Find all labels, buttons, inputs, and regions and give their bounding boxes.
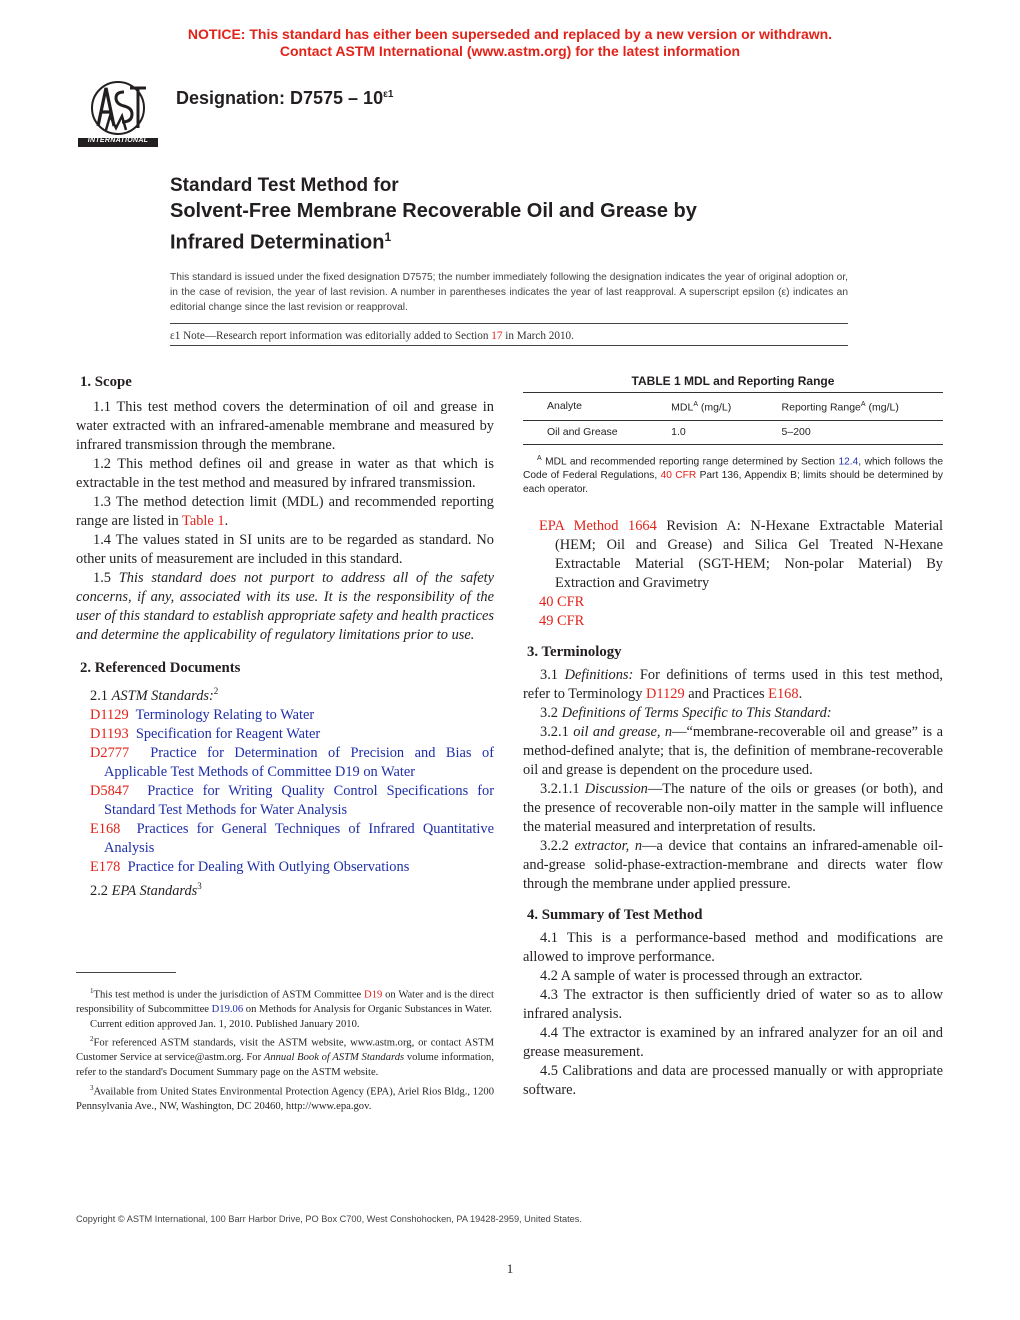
right-column <box>523 373 943 1100</box>
left-column <box>76 373 494 901</box>
title-line-1: Standard Test Method for <box>170 175 399 196</box>
scope-1-2: 1.2 This method defines oil and grease in water as that which is extractable in the test method and measured by infrared transmission. <box>76 456 494 491</box>
ref-d5847[interactable]: D5847 Practice for Writing Quality Control Specifications for Standard Test Methods for Water Analysis <box>90 782 494 818</box>
summary-heading: 4. Summary of Test Method <box>527 906 703 923</box>
terminology-3-2-1: 3.2.1 oil and grease, n—“membrane-recoverable oil and grease” is a method-defined analyte; that is, the definition of membrane-recoverable oil and grease is dependent on the procedure used. <box>523 723 943 778</box>
astm-logo <box>76 78 160 150</box>
summary-4-2: 4.2 A sample of water is processed through an extractor. <box>540 967 863 984</box>
d19-06-link[interactable]: D19.06 <box>211 1004 244 1016</box>
terminology-3-2: 3.2 Definitions of Terms Specific to This Standard: <box>540 704 832 721</box>
footnotes <box>76 984 494 1114</box>
ref-40-cfr[interactable]: 40 CFR <box>539 593 585 610</box>
summary-4-5: 4.5 Calibrations and data are processed manually or with appropriate software. <box>523 1062 943 1098</box>
d1129-link[interactable]: D1129 <box>646 685 685 702</box>
issuance-statement: This standard is issued under the fixed designation D7575; the number immediately following the designation indicates the year of original adoption or, in the case of revision, the year of last revision. A number in parentheses indicates the year of last reapproval. A superscript epsilon (ε) indicates an editorial change since the last revision or reapproval. <box>170 272 848 313</box>
terminology-3-1: 3.1 Definitions: For definitions of terms used in this test method, refer to Terminology D1129 and Practices E168. <box>523 666 943 702</box>
header-reporting-range: Reporting Range$^A$ (mg/L) <box>781 401 899 414</box>
ref-d1193[interactable]: D1193 Specification for Reagent Water <box>90 725 321 742</box>
logo-international-text: INTERNATIONAL <box>87 137 149 144</box>
divider <box>170 323 848 324</box>
document-title <box>170 174 870 256</box>
ref-e168[interactable]: E168 Practices for General Techniques of Infrared Quantitative Analysis <box>90 820 494 856</box>
summary-4-4: 4.4 The extractor is examined by an infrared analyzer for an oil and grease measurement. <box>523 1024 943 1060</box>
table-1-link[interactable]: Table 1 <box>182 513 225 529</box>
cell-mdl: 1.0 <box>671 425 686 438</box>
designation-epsilon: ε1 <box>383 89 394 100</box>
40-cfr-link-note[interactable]: 40 CFR <box>660 469 697 481</box>
table-1-note: $^A$ MDL and recommended reporting range determined by Section 12.4, which follows the Code of Federal Regulations, 40 CFR Part 136, Appendix B; limits should be determined by each operator. <box>523 454 943 495</box>
footnote-1-edition: Current edition approved Jan. 1, 2010. Published January 2010. <box>90 1018 360 1030</box>
mdl-table <box>523 392 943 445</box>
e168-link[interactable]: E168 <box>768 685 799 702</box>
title-line-3: Infrared Determination$^1$ <box>170 230 392 254</box>
terminology-3-2-2: 3.2.2 extractor, n—a device that contains an infrared-amenable oil-and-grease solid-phase-extraction-membrane and directs water flow through the membrane under applied pressure. <box>523 837 943 892</box>
ref-epa-1664[interactable]: EPA Method 1664 Revision A: N-Hexane Extractable Material (HEM; Oil and Grease) and Silica Gel Treated N-Hexane Extractable Material (SGT-HEM; Non-polar Material) By Extraction and Gravimetry <box>539 517 943 591</box>
footnote-1: $^1$This test method is under the jurisdiction of ASTM Committee D19 on Water and is the direct responsibility of Subcommittee D19.06 on Methods for Analysis for Organic Substances in Water. <box>76 987 494 1016</box>
cell-analyte: Oil and Grease <box>547 425 618 438</box>
section-12-4-link[interactable]: 12.4 <box>838 455 859 467</box>
ref-e178[interactable]: E178 Practice for Dealing With Outlying Observations <box>90 858 410 875</box>
title-line-2: Solvent-Free Membrane Recoverable Oil and Grease by <box>170 200 697 222</box>
scope-1-1: 1.1 This test method covers the determination of oil and grease in water extracted with an infrared-amenable membrane and measured by infrared transmission through the membrane. <box>76 399 494 453</box>
withdrawal-notice <box>0 26 1020 60</box>
header-mdl: $MDL^A$ (mg/L) <box>671 401 732 414</box>
ref-49-cfr[interactable]: 49 CFR <box>539 612 585 629</box>
footnote-divider <box>76 972 176 973</box>
referenced-documents-heading: 2. Referenced Documents <box>80 660 241 676</box>
divider <box>170 345 848 346</box>
designation <box>176 88 393 109</box>
epa-standards-label: 2.2 EPA Standards$^3$ <box>90 880 202 899</box>
section-17-link[interactable]: 17 <box>491 330 503 342</box>
astm-standards-label: 2.1 ASTM Standards:$^2$ <box>90 686 219 704</box>
summary-4-1: 4.1 This is a performance-based method and modifications are allowed to improve performance. <box>523 929 943 965</box>
table-row <box>523 420 943 444</box>
scope-1-4: 1.4 The values stated in SI units are to be regarded as standard. No other units of measurement are included in this standard. <box>76 532 494 567</box>
notice-line-1: NOTICE: This standard has either been superseded and replaced by a new version or withdrawn. <box>187 26 833 42</box>
epa-references <box>523 517 943 631</box>
summary-4-3: 4.3 The extractor is then sufficiently dried of water so as to allow infrared analysis. <box>523 986 943 1022</box>
footnote-3: $^3$Available from United States Environmental Protection Agency (EPA), Ariel Rios Bldg., 1200 Pennsylvania Ave., NW, Washington, DC 20460, http://www.epa.gov. <box>76 1083 494 1112</box>
page-number: 1 <box>506 1261 514 1276</box>
notice-line-2: Contact ASTM International (www.astm.org) for the latest information <box>279 43 741 59</box>
ref-d1129[interactable]: D1129 Terminology Relating to Water <box>90 706 315 723</box>
scope-1-5: 1.5 This standard does not purport to address all of the safety concerns, if any, associated with its use. It is the responsibility of the user of this standard to establish appropriate safety and health practices and determine the applicability of regulatory limitations prior to use. <box>76 570 494 643</box>
scope-heading: 1. Scope <box>80 374 132 390</box>
table-1-caption: TABLE 1 MDL and Reporting Range <box>631 374 835 388</box>
terminology-heading: 3. Terminology <box>527 643 622 660</box>
editorial-note: ε1 Note—Research report information was editorially added to Section 17 in March 2010. <box>170 330 574 342</box>
title-footnote-mark: 1 <box>384 230 392 244</box>
scope-1-3: 1.3 The method detection limit (MDL) and recommended reporting range are listed in Table 1. <box>76 494 494 529</box>
terminology-3-2-1-1: 3.2.1.1 Discussion—The nature of the oils or greases (or both), and the presence of recoverable non-oily matter in the sample will influence the material measured and interpretation of results. <box>523 780 944 835</box>
copyright-line: Copyright © ASTM International, 100 Barr Harbor Drive, PO Box C700, West Conshohocken, PA 19428-2959, United States. <box>76 1214 582 1224</box>
cell-range: 5–200 <box>781 425 811 438</box>
designation-label: Designation: D7575 – 10 <box>176 88 384 108</box>
d19-link[interactable]: D19 <box>364 989 383 1001</box>
header-analyte: Analyte <box>547 399 583 412</box>
footnote-2: $^2$For referenced ASTM standards, visit the ASTM website, www.astm.org, or contact ASTM Customer Service at service@astm.org. For Annual Book of ASTM Standards volume information, refer to the standard's Document Summary page on the ASTM website. <box>76 1035 494 1079</box>
ref-d2777[interactable]: D2777 Practice for Determination of Precision and Bias of Applicable Test Methods of Committee D19 on Water <box>90 744 494 780</box>
table-header-row <box>523 393 943 421</box>
